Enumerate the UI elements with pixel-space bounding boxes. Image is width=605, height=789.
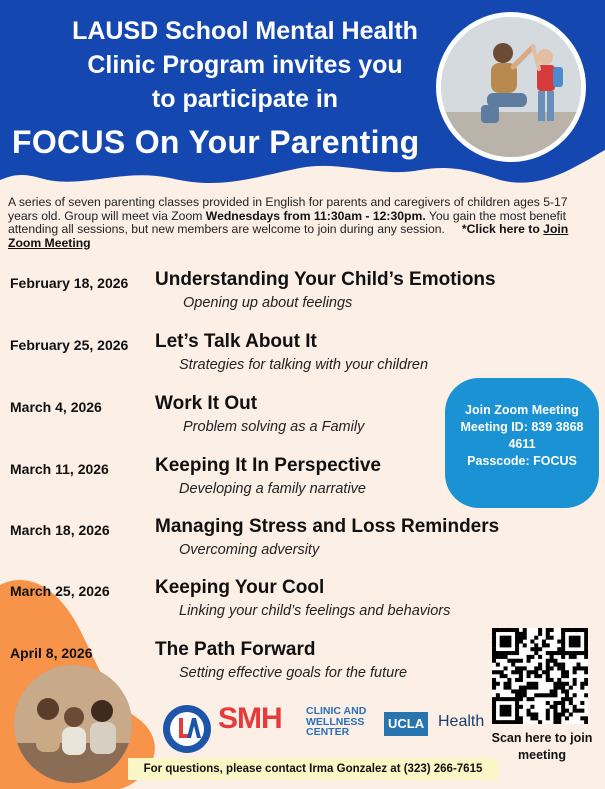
zoom-link-prefix: *Click here to Join Zoom Meeting <box>8 222 569 250</box>
intro-schedule: Wednesdays from 11:30am - 12:30pm. <box>205 208 426 223</box>
smh-logo-subtext: CLINIC AND WELLNESS CENTER <box>306 705 367 738</box>
header-title <box>0 14 490 116</box>
zoom-info-bubble[interactable] <box>445 378 599 508</box>
intro-paragraph <box>8 196 598 250</box>
title-line-2: Clinic Program invites you <box>87 51 403 79</box>
parent-child-photo <box>436 12 586 162</box>
session-title: Understanding Your Child’s Emotions <box>155 269 496 290</box>
zoom-meeting-id-cont: 4611 <box>508 437 536 451</box>
session-date: March 25, 2026 <box>10 583 110 599</box>
session-date: February 25, 2026 <box>10 337 129 353</box>
zoom-meeting-id: Meeting ID: 839 3868 <box>460 420 584 434</box>
session-date: March 11, 2026 <box>10 461 109 477</box>
session-subtitle: Opening up about feelings <box>183 295 353 311</box>
ucla-logo-box: UCLA <box>384 712 428 736</box>
session-subtitle: Strategies for talking with your children <box>179 357 429 373</box>
lausd-logo <box>162 704 212 754</box>
intro-text-2: You gain the most benefit attending all sessions, but new members are welcome to join during any session. <box>8 208 566 236</box>
session-title: The Path Forward <box>155 639 316 660</box>
smh-logo-text: SMH <box>218 702 282 735</box>
session-subtitle: Setting effective goals for the future <box>179 665 408 681</box>
contact-info: For questions, please contact Irma Gonzalez at (323) 266-7615 <box>128 758 498 780</box>
join-zoom-link[interactable]: Join Zoom Meeting <box>8 222 569 250</box>
session-date: April 8, 2026 <box>10 645 93 661</box>
session-date: February 18, 2026 <box>10 275 129 291</box>
intro-text-1: A series of seven parenting classes provided in English for parents and caregivers of children ages 5-17 years old. Group will meet via Zoom <box>8 195 568 223</box>
title-line-3: to participate in <box>151 85 339 113</box>
session-title: Keeping It In Perspective <box>155 455 381 476</box>
zoom-passcode: Passcode: FOCUS <box>467 454 577 468</box>
session-title: Keeping Your Cool <box>155 577 325 598</box>
session-subtitle: Problem solving as a Family <box>183 419 365 435</box>
session-subtitle: Developing a family narrative <box>179 481 366 497</box>
session-title: Managing Stress and Loss Reminders <box>155 516 500 537</box>
program-name: FOCUS On Your Parenting <box>12 124 420 160</box>
session-date: March 4, 2026 <box>10 399 102 415</box>
ucla-health-text: Health <box>438 713 485 730</box>
family-photo <box>14 665 132 783</box>
session-title: Work It Out <box>155 393 258 414</box>
title-line-1: LAUSD School Mental Health <box>72 17 418 45</box>
zoom-qr-code[interactable] <box>492 628 588 724</box>
session-title: Let’s Talk About It <box>155 331 317 352</box>
session-date: March 18, 2026 <box>10 522 110 538</box>
session-subtitle: Linking your child’s feelings and behaviors <box>179 603 451 619</box>
zoom-heading: Join Zoom Meeting <box>465 403 579 417</box>
qr-caption: Scan here to join meeting <box>491 731 593 762</box>
session-subtitle: Overcoming adversity <box>179 542 320 558</box>
